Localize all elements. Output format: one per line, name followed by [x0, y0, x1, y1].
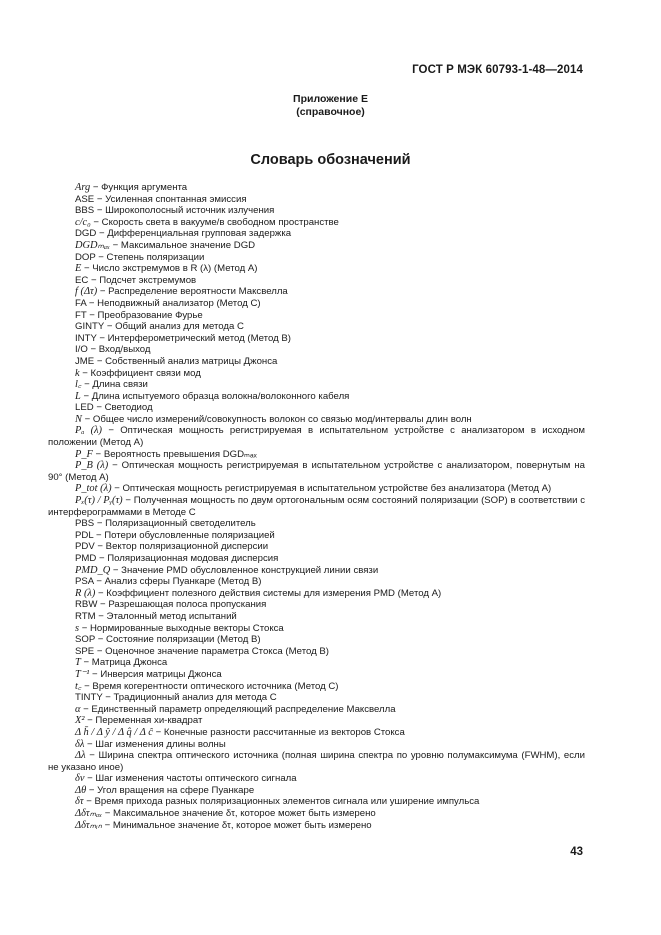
entry-symbol: T	[75, 657, 81, 669]
list-item	[48, 263, 585, 275]
list-item	[48, 530, 585, 542]
entry-symbol: PMD_Q	[75, 564, 111, 576]
entry-definition: − Угол вращения на сфере Пуанкаре	[86, 784, 255, 796]
entry-symbol: PDV	[75, 541, 95, 553]
entry-definition: − Коэффициент связи мод	[79, 367, 201, 379]
entry-definition: − Общий анализ для метода С	[104, 321, 244, 333]
entry-definition: − Полученная мощность по двум ортогональным осям состояний поляризации (SOP) в соответствии с интерферограммами в Методе С	[48, 495, 585, 518]
list-item	[48, 449, 585, 461]
entry-definition: − Эталонный метод испытаний	[95, 610, 237, 622]
entry-symbol: RTM	[75, 610, 96, 622]
list-item	[48, 750, 585, 773]
entry-definition: − Усиленная спонтанная эмиссия	[94, 193, 247, 205]
document-id: ГОСТ Р МЭК 60793-1-48—2014	[412, 64, 583, 76]
list-item	[48, 588, 585, 600]
list-item	[48, 368, 585, 380]
list-item	[48, 217, 585, 229]
list-item	[48, 425, 585, 448]
entry-symbol: X²	[75, 715, 85, 727]
list-item	[48, 646, 585, 658]
entry-symbol: k	[75, 367, 80, 379]
list-item	[48, 681, 585, 693]
list-item	[48, 483, 585, 495]
entry-definition: − Общее число измерений/совокупность волокон со связью мод/интервалы длин волн	[81, 413, 472, 425]
list-item	[48, 252, 585, 264]
list-item	[48, 414, 585, 426]
list-item	[48, 275, 585, 287]
entry-definition: − Широкополосный источник излучения	[94, 205, 275, 217]
entry-symbol: PBS	[75, 518, 95, 530]
list-item	[48, 286, 585, 298]
entry-symbol: s	[75, 622, 80, 634]
annex-subtitle: (справочное)	[296, 106, 365, 118]
list-item	[48, 553, 585, 565]
entry-definition: − Длина испытуемого образца волокна/волоконного кабеля	[80, 390, 350, 402]
entry-symbol: Pₐ (λ)	[75, 425, 103, 437]
list-item	[48, 820, 585, 832]
list-item	[48, 194, 585, 206]
list-item	[48, 808, 585, 820]
list-item	[48, 773, 585, 785]
entry-definition: − Дифференциальная групповая задержка	[96, 228, 292, 240]
entry-definition: − Степень поляризации	[95, 251, 205, 263]
entry-definition: − Нормированные выходные векторы Стокса	[79, 622, 284, 634]
entry-definition: − Вектор поляризационной дисперсии	[94, 541, 269, 553]
entry-definition: − Традиционный анализ для метода С	[102, 692, 277, 704]
entry-symbol: R (λ)	[75, 587, 96, 599]
entry-symbol: α	[75, 703, 81, 715]
entry-definition: − Ширина спектра оптического источника (полная ширина спектра по уровню полумаксимума (FWHM), если не указано иное)	[48, 750, 585, 773]
entry-symbol: Δλ	[75, 750, 86, 762]
entry-definition: − Шаг изменения длины волны	[84, 738, 226, 750]
entry-definition: − Вход/выход	[87, 344, 151, 356]
entry-symbol: DOP	[75, 251, 96, 263]
entry-symbol: PMD	[75, 553, 97, 564]
list-item	[48, 576, 585, 588]
entry-definition: − Оптическая мощность регистрируемая в испытательном устройстве с анализатором, повернутым на 90° (Метод А)	[48, 460, 585, 483]
entry-symbol: Pₓ(τ) / Pᵧ(τ)	[75, 495, 123, 507]
entry-symbol: E	[75, 263, 82, 275]
entry-definition: − Число экстремумов в R (λ) (Метод А)	[81, 263, 258, 275]
list-item	[48, 228, 585, 240]
list-item	[48, 391, 585, 403]
list-item	[48, 240, 585, 252]
entry-definition: − Поляризационная модовая дисперсия	[96, 553, 279, 564]
entry-symbol: FT	[75, 309, 87, 321]
entry-symbol: L	[75, 390, 81, 402]
entry-definition: − Светодиод	[93, 402, 153, 414]
list-item	[48, 634, 585, 646]
entry-symbol: EC	[75, 274, 89, 286]
entry-definition: − Шаг изменения частоты оптического сигнала	[84, 773, 297, 785]
list-item	[48, 692, 585, 704]
entry-definition: − Подсчет экстремумов	[88, 274, 197, 286]
entry-definition: − Инверсия матрицы Джонса	[89, 668, 222, 680]
entry-definition: − Конечные разности рассчитанные из векторов Стокса	[152, 726, 405, 738]
entry-definition: − Скорость света в вакууме/в свободном пространстве	[90, 216, 339, 228]
entry-symbol: DGD	[75, 228, 97, 240]
entry-definition: − Оптическая мощность регистрируемая в испытательном устройстве с анализатором в исходном положении (Метод А)	[48, 425, 586, 449]
list-item	[48, 333, 585, 345]
list-item	[48, 565, 585, 577]
list-item	[48, 518, 585, 530]
entry-symbol: N	[75, 413, 82, 425]
entry-symbol: Arg	[75, 182, 91, 193]
list-item	[48, 321, 585, 333]
entry-symbol: BBS	[75, 205, 95, 217]
entry-symbol: PDL	[75, 529, 94, 541]
list-item	[48, 310, 585, 322]
list-item	[48, 495, 585, 518]
list-item	[48, 727, 585, 739]
list-item	[48, 715, 585, 727]
list-item	[48, 785, 585, 797]
symbol-list	[48, 182, 585, 831]
list-item	[48, 460, 585, 483]
entry-definition: − Максимальное значение DGD	[109, 239, 256, 251]
entry-symbol: δλ	[75, 738, 85, 750]
list-item	[48, 356, 585, 368]
entry-definition: − Разрешающая полоса пропускания	[97, 599, 267, 611]
entry-symbol: FA	[75, 297, 87, 309]
entry-symbol: PSA	[75, 576, 94, 588]
entry-symbol: f (Δτ)	[75, 286, 98, 298]
list-item	[48, 402, 585, 414]
entry-symbol: δτ	[75, 796, 84, 808]
entry-definition: − Преобразование Фурье	[86, 309, 203, 321]
entry-symbol: P_tot (λ)	[75, 483, 112, 495]
entry-definition: − Время прихода разных поляризационных элементов сигнала или уширение импульса	[83, 796, 480, 808]
entry-symbol: l꜀	[75, 379, 82, 391]
entry-definition: − Функция аргумента	[90, 182, 188, 193]
entry-symbol: SPE	[75, 645, 95, 657]
entry-symbol: P_B (λ)	[75, 460, 109, 472]
list-item	[48, 599, 585, 611]
list-item	[48, 379, 585, 391]
entry-definition: − Максимальное значение δτ, которое может быть измерено	[102, 808, 376, 820]
entry-definition: − Коэффициент полезного действия системы для измерения PMD (Метод А)	[95, 587, 442, 599]
entry-symbol: DGDₘₐₓ	[75, 239, 110, 251]
list-item	[48, 298, 585, 310]
list-item	[48, 739, 585, 751]
entry-symbol: c/c₀	[75, 216, 91, 228]
entry-definition: − Матрица Джонса	[80, 657, 168, 669]
list-item	[48, 669, 585, 681]
entry-definition: − Длина связи	[81, 379, 148, 391]
entry-definition: − Оценочное значение параметра Стокса (Метод В)	[94, 645, 329, 657]
section-title: Словарь обозначений	[250, 152, 411, 168]
entry-definition: − Состояние поляризации (Метод В)	[95, 634, 261, 646]
list-item	[48, 182, 585, 194]
entry-definition: − Неподвижный анализатор (Метод С)	[86, 297, 261, 309]
list-item	[48, 611, 585, 623]
entry-definition: − Минимальное значение δτ, которое может быть измерено	[101, 819, 372, 831]
entry-definition: − Вероятность превышения DGDₘₐₓ	[92, 448, 257, 460]
entry-definition: − Собственный анализ матрицы Джонса	[94, 355, 278, 367]
list-item	[48, 657, 585, 669]
entry-symbol: T⁻¹	[75, 668, 90, 680]
entry-definition: − Единственный параметр определяющий распределение Максвелла	[80, 703, 396, 715]
entry-definition: − Время когерентности оптического источника (Метод С)	[81, 680, 339, 692]
entry-symbol: Δθ	[75, 784, 87, 796]
entry-symbol: SOP	[75, 634, 96, 646]
list-item	[48, 344, 585, 356]
entry-definition: − Анализ сферы Пуанкаре (Метод В)	[93, 576, 262, 588]
annex-heading	[0, 93, 661, 119]
list-item	[48, 796, 585, 808]
entry-symbol: δν	[75, 773, 85, 785]
entry-definition: − Переменная хи-квадрат	[84, 715, 203, 727]
entry-symbol: Δδτₘₐₓ	[75, 808, 103, 820]
entry-symbol: Δδτₘᵢₙ	[75, 819, 102, 831]
entry-symbol: TINTY	[75, 692, 103, 704]
entry-symbol: P_F	[75, 448, 93, 460]
entry-definition: − Потери обусловленные поляризацией	[93, 529, 275, 541]
entry-definition: − Оптическая мощность регистрируемая в испытательном устройстве без анализатора (Метод А)	[111, 483, 552, 495]
entry-symbol: ASE	[75, 193, 95, 205]
list-item	[48, 623, 585, 635]
entry-symbol: LED	[75, 402, 94, 414]
list-item	[48, 541, 585, 553]
list-item	[48, 205, 585, 217]
entry-symbol: INTY	[75, 332, 97, 344]
entry-definition: − Поляризационный светоделитель	[94, 518, 256, 530]
entry-symbol: t꜀	[75, 680, 82, 692]
entry-definition: − Распределение вероятности Максвелла	[97, 286, 288, 298]
entry-symbol: GINTY	[75, 321, 105, 333]
entry-definition: − Интерферометрический метод (Метод В)	[96, 332, 291, 344]
list-item	[48, 704, 585, 716]
entry-symbol: RBW	[75, 599, 98, 611]
annex-title: Приложение Е	[293, 93, 368, 105]
entry-symbol: Δ h̄ / Δ ŷ / Δ q̂ / Δ ĉ	[75, 726, 153, 738]
entry-symbol: I/O	[75, 344, 88, 356]
entry-definition: − Значение PMD обусловленное конструкцией линии связи	[110, 564, 379, 576]
entry-symbol: JME	[75, 355, 95, 367]
page-number: 43	[570, 846, 583, 858]
